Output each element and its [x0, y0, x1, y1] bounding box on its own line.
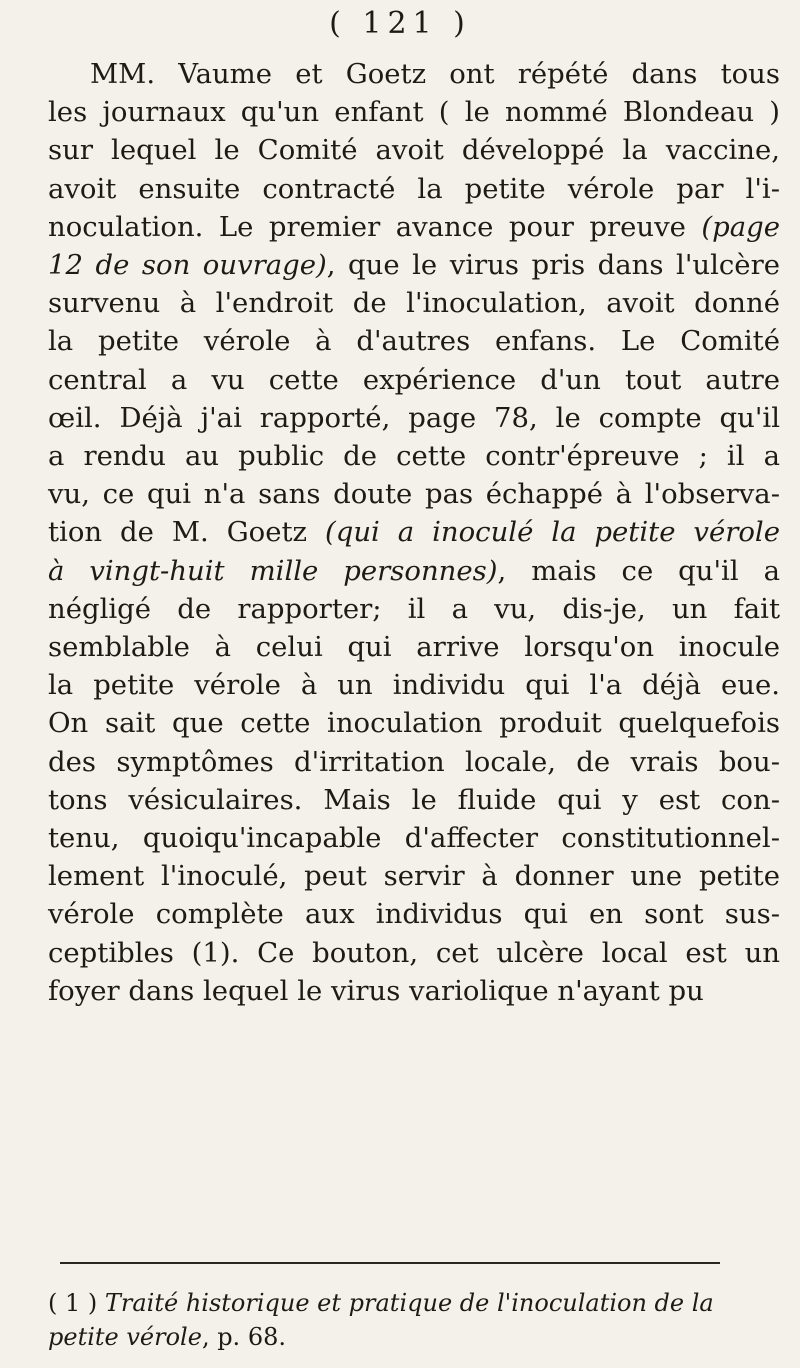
text-line [48, 208, 780, 246]
text-run: MM. Vaume et Goetz ont répété dans tous [90, 58, 780, 90]
page-number: ( 121 ) [329, 6, 471, 41]
text-line [48, 475, 780, 513]
text-line [48, 55, 780, 93]
text-line [48, 361, 780, 399]
text-run: œil. Déjà j'ai rapporté, page 78, le compte qu'il [48, 401, 780, 434]
footnote-marker: ( 1 ) [48, 1289, 105, 1317]
text-line [48, 93, 780, 131]
footnote-title: Traité historique et pratique de l'inoculation de la petite vérole [48, 1289, 714, 1351]
text-run: négligé de rapporter; il a vu, dis-je, un fait [48, 592, 780, 625]
italic-text: (page [701, 210, 780, 243]
text-run: sur lequel le Comité avoit développé la vaccine, [48, 134, 780, 167]
text-line [48, 972, 780, 1010]
text-line [48, 590, 780, 628]
footnote [48, 1286, 780, 1354]
text-run: , que le virus pris dans l'ulcère [326, 249, 780, 282]
text-run: ceptibles (1). Ce bouton, cet ulcère local est un [48, 936, 780, 969]
text-run: , mais ce qu'il a [497, 554, 780, 587]
text-run: tenu, quoiqu'incapable d'affecter constitutionnel- [48, 822, 780, 855]
text-run: avoit ensuite contracté la petite vérole par l'i- [48, 172, 780, 205]
body-text [48, 55, 780, 1010]
text-run: central a vu cette expérience d'un tout autre [48, 363, 780, 396]
text-line [48, 131, 780, 169]
text-line [48, 819, 780, 857]
text-run: vu, ce qui n'a sans doute pas échappé à l'observa- [48, 478, 780, 511]
italic-text: à vingt-huit mille personnes) [48, 554, 498, 587]
text-line [48, 284, 780, 322]
text-line [48, 246, 780, 284]
text-run: tion de M. Goetz [48, 516, 325, 549]
text-line [48, 895, 780, 933]
text-line [48, 704, 780, 742]
text-run: la petite vérole à un individu qui l'a déjà eue. [48, 669, 780, 702]
text-run: vérole complète aux individus qui en sont sus- [48, 898, 780, 931]
text-run: foyer dans lequel le virus variolique n'ayant pu [48, 974, 704, 1007]
text-line [48, 437, 780, 475]
footnote-reference: , p. 68. [201, 1323, 286, 1351]
text-run: les journaux qu'un enfant ( le nommé Blondeau ) [48, 96, 780, 129]
text-run: lement l'inoculé, peut servir à donner une petite [48, 860, 780, 893]
italic-text: 12 de son ouvrage) [48, 249, 327, 282]
text-run: a rendu au public de cette contr'épreuve ; il a [48, 440, 780, 473]
text-line [48, 513, 780, 551]
text-run: des symptômes d'irritation locale, de vrais bou- [48, 745, 780, 778]
text-line [48, 743, 780, 781]
text-run: tons vésiculaires. Mais le fluide qui y est con- [48, 783, 780, 816]
text-run: semblable à celui qui arrive lorsqu'on inocule [48, 631, 780, 664]
text-line [48, 857, 780, 895]
text-run: noculation. Le premier avance pour preuve [48, 210, 702, 243]
text-run: survenu à l'endroit de l'inoculation, avoit donné [48, 287, 780, 320]
text-run: On sait que cette inoculation produit quelquefois [48, 707, 780, 740]
text-line [48, 781, 780, 819]
italic-text: (qui a inoculé la petite vérole [325, 516, 780, 549]
text-line [48, 170, 780, 208]
text-line [48, 934, 780, 972]
text-line [48, 552, 780, 590]
text-line [48, 399, 780, 437]
footnote-divider [60, 1262, 720, 1264]
text-run: la petite vérole à d'autres enfans. Le Comité [48, 325, 780, 358]
text-line [48, 628, 780, 666]
text-line [48, 322, 780, 360]
text-line [48, 666, 780, 704]
